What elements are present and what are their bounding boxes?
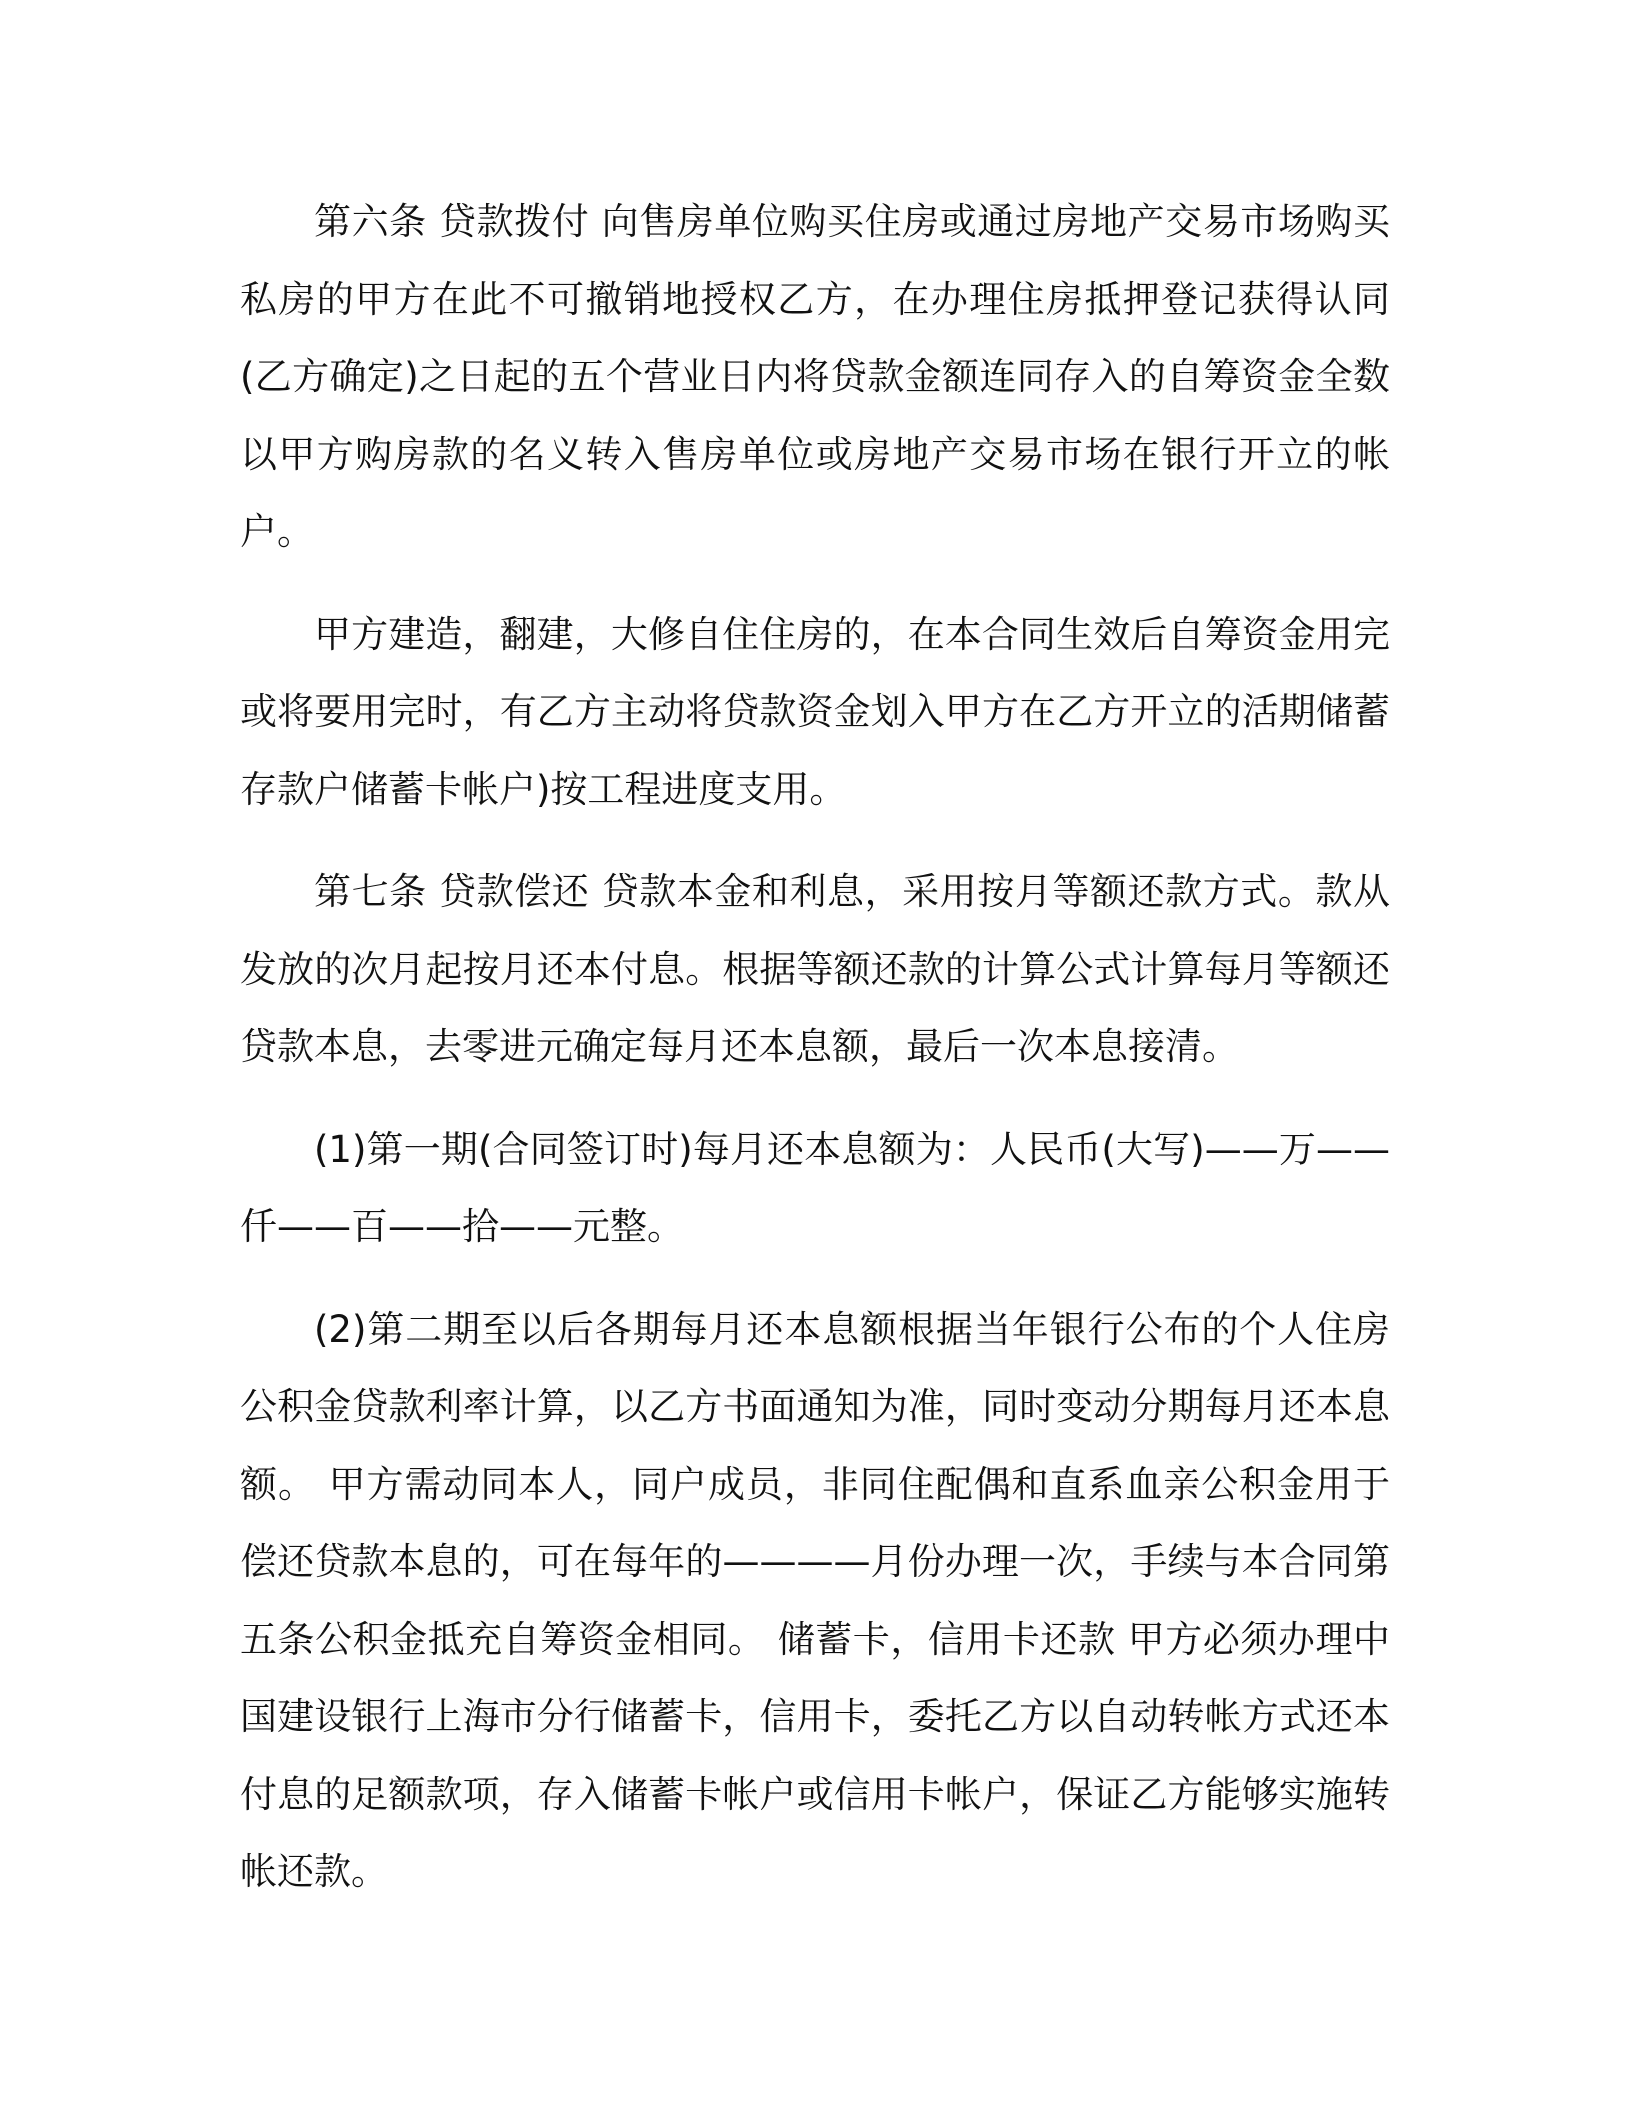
paragraph-first-period: (1)第一期(合同签订时)每月还本息额为：人民币(大写)——万——仟——百——拾——元整。 (240, 1127, 1390, 1248)
paragraph-article-7: 第七条 贷款偿还 贷款本金和利息，采用按月等额还款方式。款从发放的次月起按月还本付息。根据等额还款的计算公式计算每月等额还贷款本息，去零进元确定每月还本息额，最后一次本息接清。 (240, 870, 1390, 1068)
paragraph-self-build: 甲方建造，翻建，大修自住住房的，在本合同生效后自筹资金用完或将要用完时，有乙方主动将贷款资金划入甲方在乙方开立的活期储蓄存款户储蓄卡帐户)按工程进度支用。 (240, 612, 1390, 811)
paragraph-second-period: (2)第二期至以后各期每月还本息额根据当年银行公布的个人住房公积金贷款利率计算，以乙方书面通知为准，同时变动分期每月还本息额。 甲方需动同本人，同户成员，非同住配偶和直系血亲公积金用于偿还贷款本息的，可在每年的————月份办理一次，手续与本合同第五条公积金抵充自筹资金相同。 储蓄卡，信用卡还款 甲方必须办理中国建设银行上海市分行储蓄卡，信用卡，委托乙方以自动转帐方式还本付息的足额款项，存入储蓄卡帐户或信用卡帐户，保证乙方能够实施转帐还款。 (240, 1307, 1390, 1893)
document-body (240, 183, 1390, 1911)
paragraph-article-6: 第六条 贷款拨付 向售房单位购买住房或通过房地产交易市场购买私房的甲方在此不可撤销地授权乙方，在办理住房抵押登记获得认同(乙方确定)之日起的五个营业日内将贷款金额连同存入的自筹资金全数以甲方购房款的名义转入售房单位或房地产交易市场在银行开立的帐户。 (240, 200, 1390, 553)
